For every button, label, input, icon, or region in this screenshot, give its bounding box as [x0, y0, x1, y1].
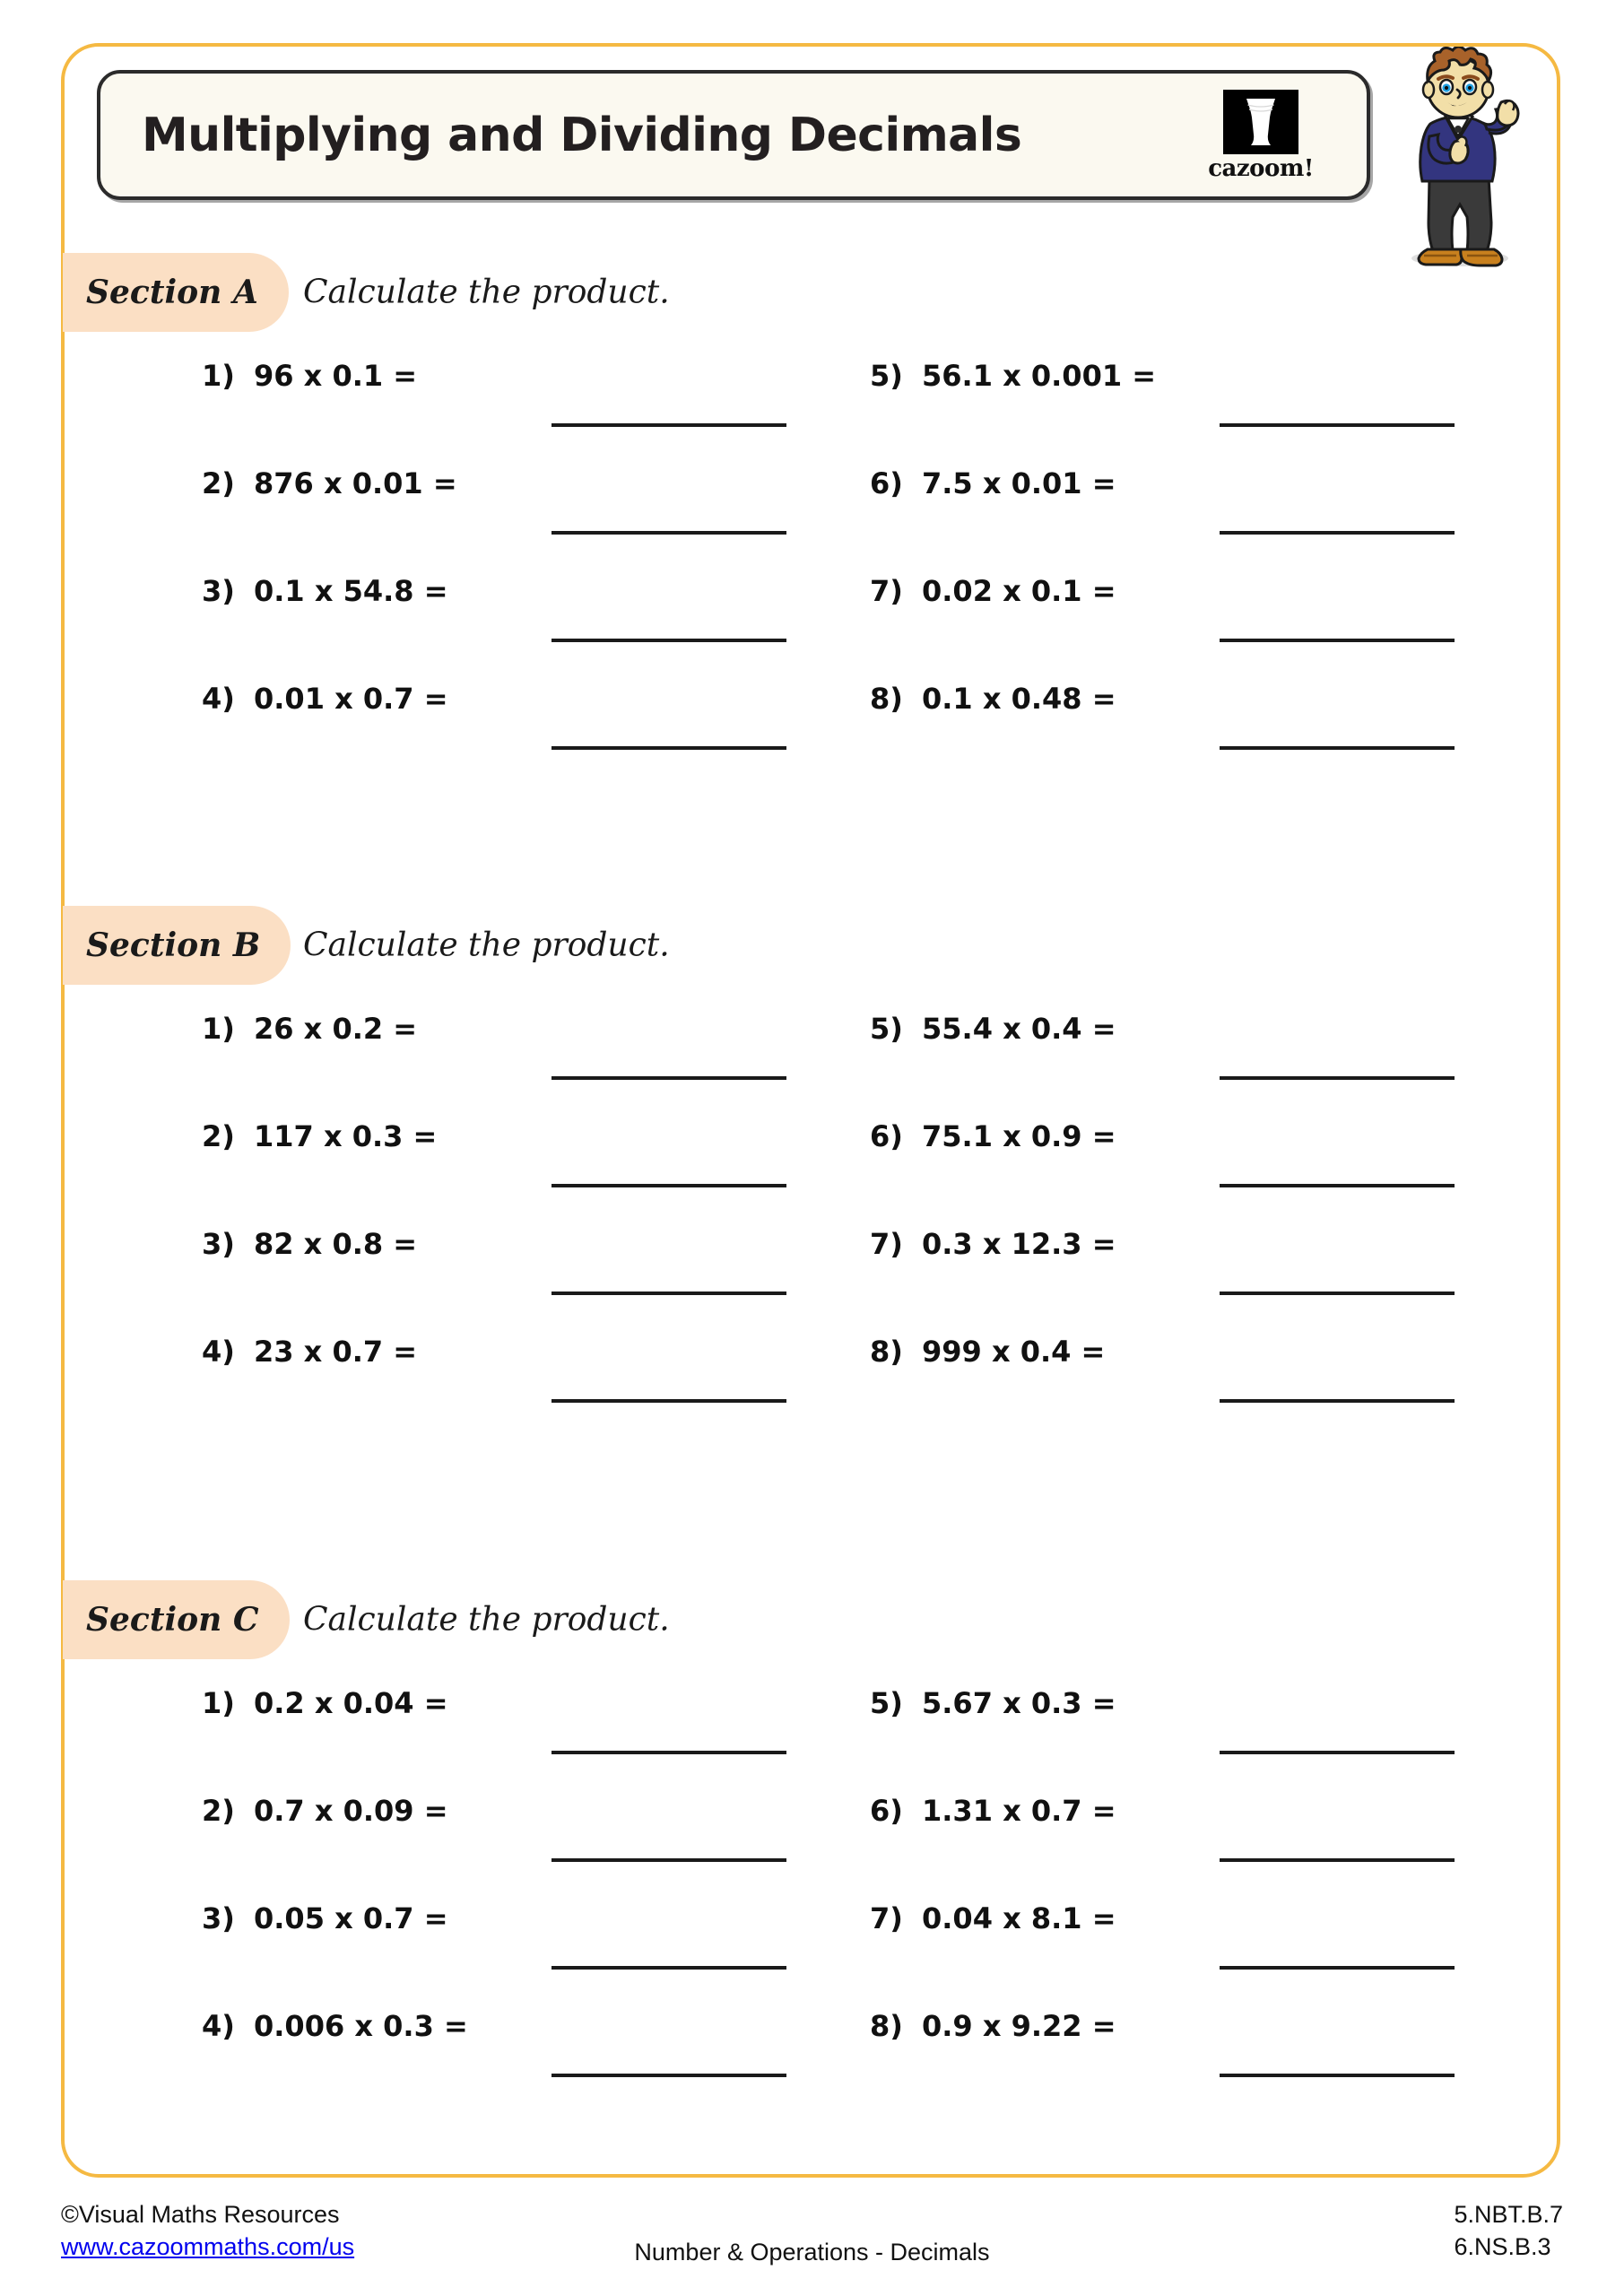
question-number: 1): [202, 1012, 235, 1046]
section-b: [63, 906, 1560, 1397]
answer-line[interactable]: [551, 531, 786, 535]
answer-line[interactable]: [551, 423, 786, 427]
question-item: [202, 1794, 883, 1901]
question-expression: 1.31 x 0.7 =: [922, 1794, 1116, 1828]
question-item: [202, 1901, 883, 2009]
question-expression: 0.2 x 0.04 =: [254, 1686, 448, 1720]
question-number: 2): [202, 1119, 235, 1153]
question-number: 7): [870, 1901, 903, 1935]
question-number: 7): [870, 1227, 903, 1261]
section-c-right-column: [870, 1686, 1551, 2117]
website-link[interactable]: www.cazoommaths.com/us: [61, 2232, 355, 2260]
answer-line[interactable]: [1220, 1966, 1455, 1970]
title-box: [97, 70, 1370, 200]
question-expression: 55.4 x 0.4 =: [922, 1012, 1116, 1046]
question-number: 5): [870, 1686, 903, 1720]
section-c-instruction: Calculate the product.: [303, 1601, 670, 1639]
question-item: [202, 1119, 883, 1227]
section-b-instruction: Calculate the product.: [303, 926, 670, 964]
question-number: 2): [202, 1794, 235, 1828]
question-number: 3): [202, 1901, 235, 1935]
answer-line[interactable]: [1220, 1076, 1455, 1080]
question-item: [870, 1227, 1551, 1335]
question-expression: 117 x 0.3 =: [254, 1119, 438, 1153]
section-c-left-column: [202, 1686, 883, 2117]
question-number: 1): [202, 1686, 235, 1720]
question-number: 5): [870, 1012, 903, 1046]
answer-line[interactable]: [551, 2074, 786, 2077]
answer-line[interactable]: [1220, 423, 1455, 427]
answer-line[interactable]: [551, 1184, 786, 1187]
question-expression: 7.5 x 0.01 =: [922, 466, 1116, 500]
section-a-pill: [63, 253, 289, 332]
question-number: 8): [870, 2009, 903, 2043]
section-a-label: Section A: [86, 274, 258, 311]
section-a-instruction: Calculate the product.: [303, 274, 670, 311]
question-expression: 999 x 0.4 =: [922, 1335, 1106, 1369]
question-expression: 0.01 x 0.7 =: [254, 682, 448, 716]
question-item: [870, 1901, 1551, 2009]
question-number: 4): [202, 1335, 235, 1369]
question-expression: 0.006 x 0.3 =: [254, 2009, 468, 2043]
section-b-header: [63, 906, 1560, 985]
answer-line[interactable]: [1220, 1292, 1455, 1295]
question-number: 6): [870, 1794, 903, 1828]
answer-line[interactable]: [1220, 1858, 1455, 1862]
question-item: [870, 1335, 1551, 1442]
question-item: [202, 682, 883, 789]
question-number: 3): [202, 574, 235, 608]
answer-line[interactable]: [551, 639, 786, 642]
question-number: 6): [870, 466, 903, 500]
cazoom-wordmark: cazoom!: [1208, 155, 1314, 182]
question-number: 8): [870, 682, 903, 716]
section-c-label: Section C: [86, 1601, 259, 1639]
cazoom-logo: [1193, 83, 1329, 188]
section-b-questions: [63, 1012, 1560, 1397]
question-item: [870, 466, 1551, 574]
question-item: [202, 359, 883, 466]
answer-line[interactable]: [551, 1966, 786, 1970]
answer-line[interactable]: [1220, 2074, 1455, 2077]
question-number: 3): [202, 1227, 235, 1261]
question-item: [202, 1012, 883, 1119]
answer-line[interactable]: [551, 1399, 786, 1403]
page-title: Multiplying and Dividing Decimals: [142, 108, 1022, 162]
question-expression: 0.1 x 54.8 =: [254, 574, 448, 608]
drum-glyph-icon: [1235, 94, 1287, 150]
answer-line[interactable]: [551, 746, 786, 750]
question-item: [870, 574, 1551, 682]
question-number: 5): [870, 359, 903, 393]
question-item: [202, 466, 883, 574]
section-b-label: Section B: [86, 926, 261, 964]
question-item: [202, 574, 883, 682]
answer-line[interactable]: [1220, 1399, 1455, 1403]
answer-line[interactable]: [551, 1751, 786, 1754]
question-item: [870, 1119, 1551, 1227]
question-number: 7): [870, 574, 903, 608]
question-expression: 0.9 x 9.22 =: [922, 2009, 1116, 2043]
section-c-questions: [63, 1686, 1560, 2072]
question-expression: 75.1 x 0.9 =: [922, 1119, 1116, 1153]
question-number: 2): [202, 466, 235, 500]
question-item: [870, 2009, 1551, 2117]
answer-line[interactable]: [1220, 639, 1455, 642]
question-item: [870, 359, 1551, 466]
question-item: [870, 1686, 1551, 1794]
question-number: 4): [202, 2009, 235, 2043]
answer-line[interactable]: [551, 1858, 786, 1862]
question-number: 8): [870, 1335, 903, 1369]
answer-line[interactable]: [1220, 531, 1455, 535]
student-mascot-thumbs-up-icon: [1374, 47, 1544, 271]
question-expression: 5.67 x 0.3 =: [922, 1686, 1116, 1720]
question-item: [202, 2009, 883, 2117]
cazoom-drum-logo-icon: [1223, 90, 1298, 154]
section-a-header: [63, 253, 1560, 332]
question-item: [870, 1012, 1551, 1119]
standard-line-2: 6.NS.B.3: [1454, 2232, 1551, 2260]
question-expression: 876 x 0.01 =: [254, 466, 457, 500]
question-number: 4): [202, 682, 235, 716]
question-expression: 96 x 0.1 =: [254, 359, 418, 393]
question-number: 1): [202, 359, 235, 393]
question-expression: 0.05 x 0.7 =: [254, 1901, 448, 1935]
section-c: [63, 1580, 1560, 2072]
worksheet-footer: [0, 2199, 1624, 2296]
question-expression: 0.1 x 0.48 =: [922, 682, 1116, 716]
answer-line[interactable]: [1220, 1184, 1455, 1187]
question-expression: 0.02 x 0.1 =: [922, 574, 1116, 608]
question-item: [202, 1335, 883, 1442]
section-b-pill: [63, 906, 291, 985]
section-b-left-column: [202, 1012, 883, 1442]
question-expression: 0.3 x 12.3 =: [922, 1227, 1116, 1261]
worksheet-header: [97, 70, 1370, 200]
question-item: [202, 1686, 883, 1794]
footer-topic: Number & Operations - Decimals: [634, 2239, 990, 2266]
question-expression: 23 x 0.7 =: [254, 1335, 418, 1369]
section-b-right-column: [870, 1012, 1551, 1442]
question-expression: 56.1 x 0.001 =: [922, 359, 1157, 393]
section-a-right-column: [870, 359, 1551, 789]
copyright-text: ©Visual Maths Resources: [61, 2201, 340, 2228]
answer-line[interactable]: [1220, 1751, 1455, 1754]
section-a-left-column: [202, 359, 883, 789]
footer-standards: [1454, 2199, 1563, 2263]
question-expression: 26 x 0.2 =: [254, 1012, 418, 1046]
answer-line[interactable]: [551, 1292, 786, 1295]
standard-line-1: 5.NBT.B.7: [1454, 2201, 1563, 2228]
question-expression: 82 x 0.8 =: [254, 1227, 418, 1261]
question-item: [870, 682, 1551, 789]
question-item: [870, 1794, 1551, 1901]
section-c-pill: [63, 1580, 290, 1659]
section-a-questions: [63, 359, 1560, 744]
answer-line[interactable]: [1220, 746, 1455, 750]
question-number: 6): [870, 1119, 903, 1153]
section-c-header: [63, 1580, 1560, 1659]
question-expression: 0.04 x 8.1 =: [922, 1901, 1116, 1935]
answer-line[interactable]: [551, 1076, 786, 1080]
section-a: [63, 253, 1560, 744]
question-item: [202, 1227, 883, 1335]
question-expression: 0.7 x 0.09 =: [254, 1794, 448, 1828]
